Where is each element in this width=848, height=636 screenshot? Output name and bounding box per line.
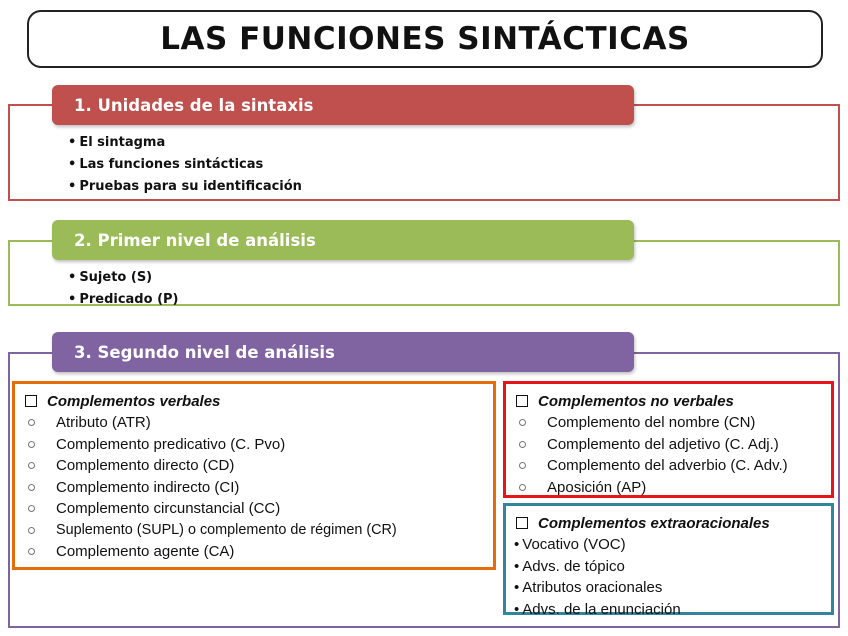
list-item-label: Aposición (AP): [547, 478, 647, 496]
extraoracionales-title-row: [514, 512, 823, 534]
list-item: [23, 477, 485, 499]
list-item: • Pruebas para su identificación: [68, 176, 302, 198]
verbales-box: [12, 381, 496, 570]
list-item-label: Complemento del adverbio (C. Adv.): [547, 457, 788, 474]
list-item-label: Complemento agente (CA): [56, 543, 235, 560]
list-item: [23, 498, 485, 520]
list-item: • Vocativo (VOC): [514, 534, 823, 556]
circle-bullet-icon: [519, 484, 526, 491]
list-item: [514, 477, 823, 499]
list-item: [23, 434, 485, 456]
list-item: [514, 412, 823, 434]
circle-bullet-icon: [28, 505, 35, 512]
checkbox-icon: [25, 395, 37, 407]
circle-bullet-icon: [28, 441, 35, 448]
circle-bullet-icon: [28, 484, 35, 491]
checkbox-icon: [516, 395, 528, 407]
no-verbales-list: [514, 412, 823, 498]
no-verbales-title-row: [514, 390, 823, 412]
list-item: • Advs. de la enunciación: [514, 599, 823, 621]
list-item: • Advs. de tópico: [514, 556, 823, 578]
circle-bullet-icon: [28, 419, 35, 426]
list-item: [514, 434, 823, 456]
no-verbales-title: Complementos no verbales: [538, 392, 734, 410]
circle-bullet-icon: [519, 419, 526, 426]
circle-bullet-icon: [28, 548, 35, 555]
page-title: LAS FUNCIONES SINTÁCTICAS: [27, 10, 823, 68]
list-item-label: Suplemento (SUPL) o complemento de régimen (CR): [56, 521, 397, 538]
list-item-label: Complemento directo (CD): [56, 457, 235, 474]
list-item: [23, 412, 485, 434]
circle-bullet-icon: [28, 527, 35, 534]
list-item-label: Atributo (ATR): [56, 414, 151, 431]
list-item: [23, 541, 485, 563]
circle-bullet-icon: [519, 441, 526, 448]
list-item-label: Complemento predicativo (C. Pvo): [56, 435, 286, 453]
list-item: • El sintagma: [68, 132, 302, 154]
list-item: • Atributos oracionales: [514, 577, 823, 599]
section-1-list: [68, 132, 302, 198]
extraoracionales-box: [503, 503, 834, 618]
circle-bullet-icon: [519, 462, 526, 469]
section-2-heading: 2. Primer nivel de análisis: [52, 220, 634, 260]
verbales-list: [23, 412, 485, 563]
section-3-heading: 3. Segundo nivel de análisis: [52, 332, 634, 372]
circle-bullet-icon: [28, 462, 35, 469]
list-item: • Las funciones sintácticas: [68, 154, 302, 176]
no-verbales-box: [503, 381, 834, 498]
verbales-title-row: [23, 390, 485, 412]
list-item-label: Complemento del adjetivo (C. Adj.): [547, 435, 779, 453]
list-item-label: Complemento circunstancial (CC): [56, 500, 281, 517]
list-item: [514, 455, 823, 477]
list-item: [23, 455, 485, 477]
extraoracionales-list: [514, 534, 823, 620]
extraoracionales-title: Complementos extraoracionales: [538, 514, 770, 532]
list-item-label: Complemento del nombre (CN): [547, 414, 756, 431]
checkbox-icon: [516, 517, 528, 529]
list-item: [23, 520, 485, 542]
section-2-list: [68, 267, 178, 311]
list-item: • Sujeto (S): [68, 267, 178, 289]
list-item: • Predicado (P): [68, 289, 178, 311]
list-item-label: Complemento indirecto (CI): [56, 478, 240, 496]
verbales-title: Complementos verbales: [47, 392, 221, 410]
section-1-heading: 1. Unidades de la sintaxis: [52, 85, 634, 125]
